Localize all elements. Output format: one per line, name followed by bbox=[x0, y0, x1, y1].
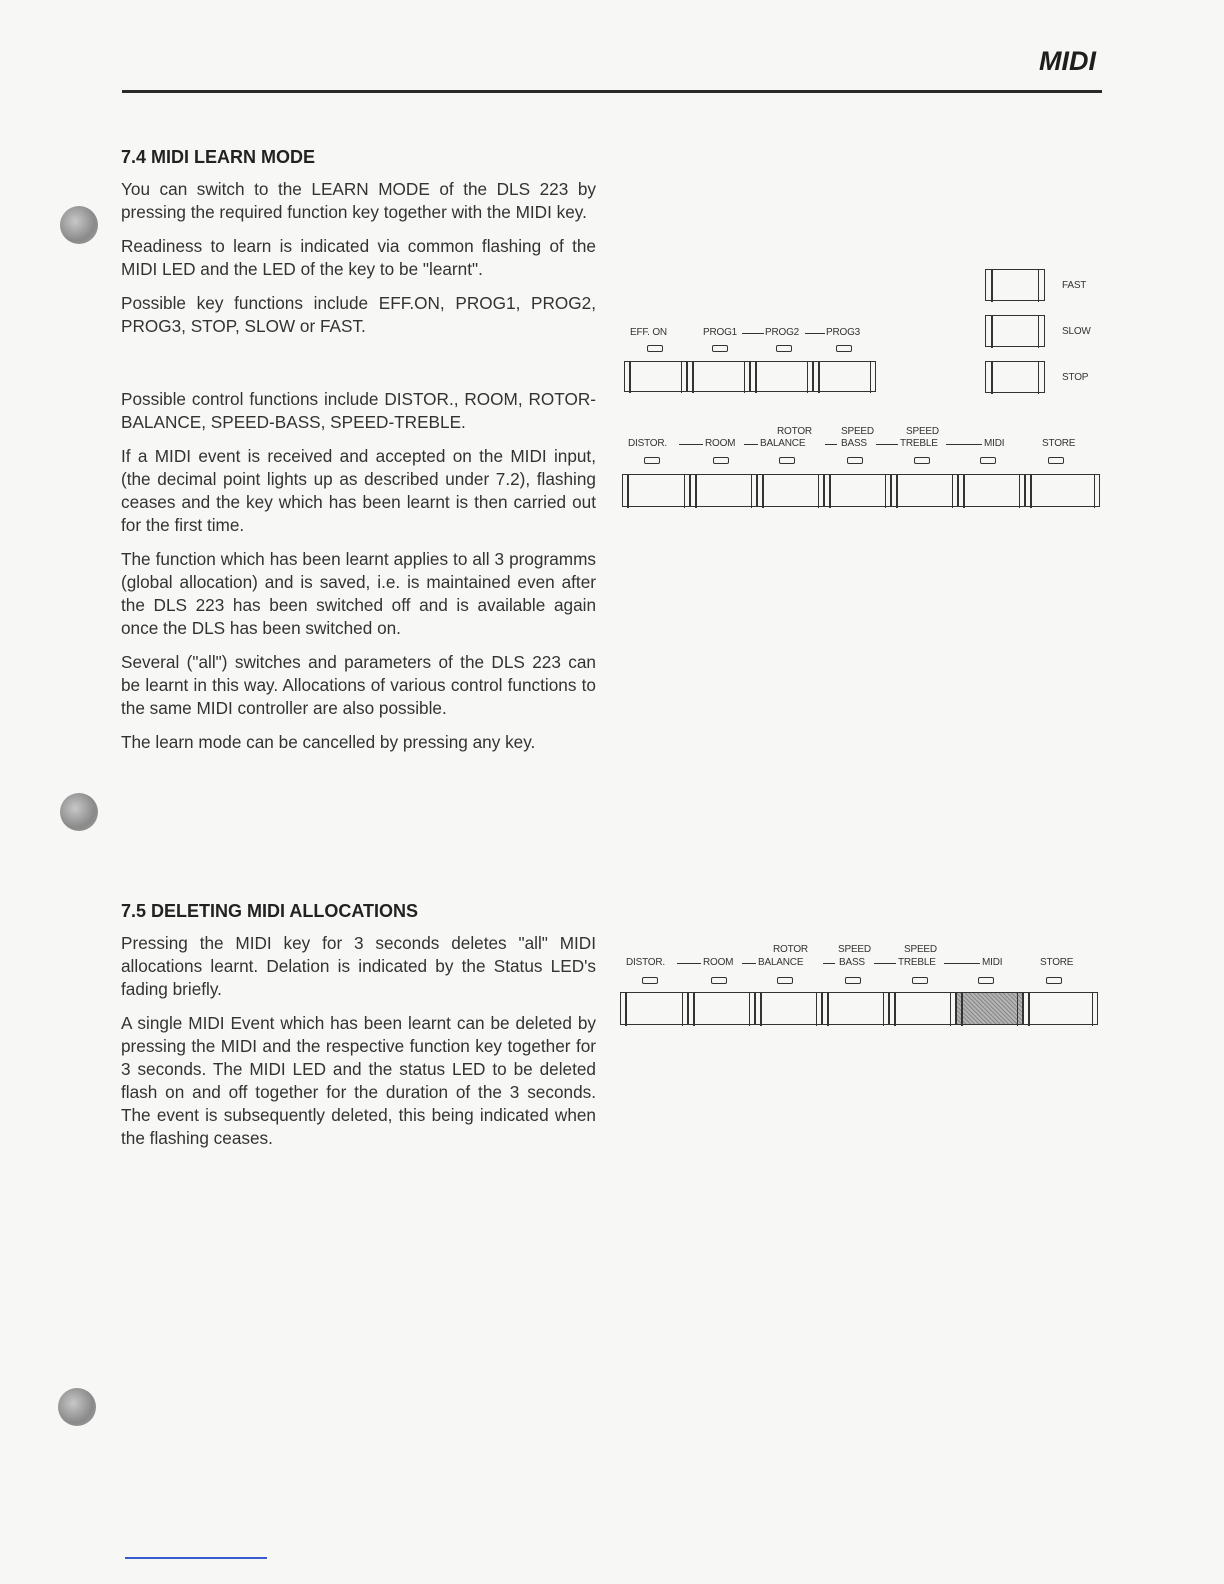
speed-label: SPEED bbox=[906, 426, 939, 437]
store-key bbox=[1023, 992, 1098, 1025]
room-label: ROOM bbox=[705, 438, 736, 449]
led-indicator bbox=[779, 457, 795, 464]
slow-key bbox=[985, 315, 1045, 347]
speed-bass-key bbox=[824, 474, 891, 507]
paragraph: If a MIDI event is received and accepted on the MIDI input, (the decimal point lights up as described under 7.2), flashing ceases and the key which has been learnt is then carried out for the first time. bbox=[121, 446, 596, 535]
paragraph: The function which has been learnt applies to all 3 programms (global allocation) and is saved, i.e. is maintained even after the DLS 223 has been switched off and is available again once the DLS has been switched on. bbox=[121, 549, 596, 638]
paragraph: Possible key functions include EFF.ON, PROG1, PROG2, PROG3, STOP, SLOW or FAST. bbox=[121, 293, 596, 336]
led-indicator bbox=[836, 345, 852, 352]
rotor-balance-key bbox=[757, 474, 824, 507]
distor-key bbox=[622, 474, 690, 507]
distor-label: DISTOR. bbox=[628, 438, 667, 449]
led-indicator bbox=[978, 977, 994, 984]
rotor-label: ROTOR bbox=[777, 426, 812, 437]
prog2-key bbox=[750, 361, 813, 392]
room-key bbox=[690, 474, 757, 507]
connector-line bbox=[742, 963, 756, 964]
connector-line bbox=[944, 963, 980, 964]
section-heading-7-5: 7.5 DELETING MIDI ALLOCATIONS bbox=[121, 901, 419, 921]
speed-label: SPEED bbox=[904, 944, 937, 955]
rotor-label: ROTOR bbox=[773, 944, 808, 955]
connector-line bbox=[805, 333, 825, 334]
balance-label: BALANCE bbox=[760, 438, 806, 449]
punch-hole-bottom bbox=[58, 1388, 96, 1426]
punch-hole-middle bbox=[60, 793, 98, 831]
punch-hole-top bbox=[60, 206, 98, 244]
led-indicator bbox=[647, 345, 663, 352]
midi-label: MIDI bbox=[982, 957, 1003, 968]
treble-label: TREBLE bbox=[900, 438, 938, 449]
section-7-5-body bbox=[121, 932, 596, 1161]
connector-line bbox=[825, 444, 837, 445]
fast-label: FAST bbox=[1062, 280, 1087, 291]
paragraph: Readiness to learn is indicated via common flashing of the MIDI LED and the LED of the key to be "learnt". bbox=[121, 236, 596, 279]
prog3-key bbox=[813, 361, 876, 392]
room-label: ROOM bbox=[703, 957, 734, 968]
distor-label: DISTOR. bbox=[626, 957, 665, 968]
led-indicator bbox=[1048, 457, 1064, 464]
section-7-4-body bbox=[121, 178, 596, 765]
treble-label: TREBLE bbox=[898, 957, 936, 968]
speed-bass-key bbox=[822, 992, 889, 1025]
connector-line bbox=[946, 444, 982, 445]
room-key bbox=[688, 992, 755, 1025]
connector-line bbox=[876, 444, 898, 445]
prog2-label: PROG2 bbox=[765, 327, 800, 338]
rotor-balance-key bbox=[755, 992, 822, 1025]
led-indicator bbox=[713, 457, 729, 464]
page-header-title: MIDI bbox=[1039, 46, 1096, 76]
connector-line bbox=[742, 333, 764, 334]
led-indicator bbox=[776, 345, 792, 352]
slow-label: SLOW bbox=[1062, 326, 1091, 337]
paragraph: Possible control functions include DISTOR., ROOM, ROTOR-BALANCE, SPEED-BASS, SPEED-TREBLE. bbox=[121, 389, 596, 432]
stop-key bbox=[985, 361, 1045, 393]
prog3-label: PROG3 bbox=[826, 327, 861, 338]
paragraph: Several ("all") switches and parameters of the DLS 223 can be learnt in this way. Allocations of various control functions to the same MIDI controller are also possible. bbox=[121, 652, 596, 718]
midi-key-pressed bbox=[956, 992, 1023, 1025]
led-indicator bbox=[644, 457, 660, 464]
paragraph: The learn mode can be cancelled by pressing any key. bbox=[121, 732, 536, 752]
led-indicator bbox=[712, 345, 728, 352]
bass-label: BASS bbox=[841, 438, 867, 449]
speed-treble-key bbox=[889, 992, 956, 1025]
header-rule bbox=[122, 90, 1102, 93]
eff-on-label: EFF. ON bbox=[630, 327, 667, 338]
connector-line bbox=[874, 963, 896, 964]
led-indicator bbox=[845, 977, 861, 984]
prog1-label: PROG1 bbox=[703, 327, 738, 338]
paragraph: A single MIDI Event which has been learnt can be deleted by pressing the MIDI and the respective function key together for 3 seconds. The MIDI LED and the status LED to be deleted flash on and off together for the duration of the 3 seconds. The event is subsequently deleted, this being indicated when the flashing ceases. bbox=[121, 1013, 596, 1148]
connector-line bbox=[679, 444, 703, 445]
store-label: STORE bbox=[1042, 438, 1076, 449]
connector-line bbox=[744, 444, 758, 445]
midi-key bbox=[958, 474, 1025, 507]
store-key bbox=[1025, 474, 1100, 507]
speed-label: SPEED bbox=[841, 426, 874, 437]
led-indicator bbox=[642, 977, 658, 984]
connector-line bbox=[823, 963, 835, 964]
led-indicator bbox=[912, 977, 928, 984]
bottom-rule bbox=[125, 1557, 267, 1559]
led-indicator bbox=[777, 977, 793, 984]
led-indicator bbox=[847, 457, 863, 464]
balance-label: BALANCE bbox=[758, 957, 804, 968]
speed-treble-key bbox=[891, 474, 958, 507]
paragraph: Pressing the MIDI key for 3 seconds deletes "all" MIDI allocations learnt. Delation is indicated by the Status LED's fading briefly. bbox=[121, 933, 596, 999]
distor-key bbox=[620, 992, 688, 1025]
led-indicator bbox=[914, 457, 930, 464]
fast-key bbox=[985, 269, 1045, 301]
stop-label: STOP bbox=[1062, 372, 1089, 383]
bass-label: BASS bbox=[839, 957, 865, 968]
midi-label: MIDI bbox=[984, 438, 1005, 449]
connector-line bbox=[677, 963, 701, 964]
speed-label: SPEED bbox=[838, 944, 871, 955]
section-heading-7-4: 7.4 MIDI LEARN MODE bbox=[121, 147, 316, 167]
eff-on-key bbox=[624, 361, 687, 392]
store-label: STORE bbox=[1040, 957, 1074, 968]
led-indicator bbox=[980, 457, 996, 464]
paragraph: You can switch to the LEARN MODE of the DLS 223 by pressing the required function key together with the MIDI key. bbox=[121, 179, 596, 222]
led-indicator bbox=[711, 977, 727, 984]
led-indicator bbox=[1046, 977, 1062, 984]
prog1-key bbox=[687, 361, 750, 392]
